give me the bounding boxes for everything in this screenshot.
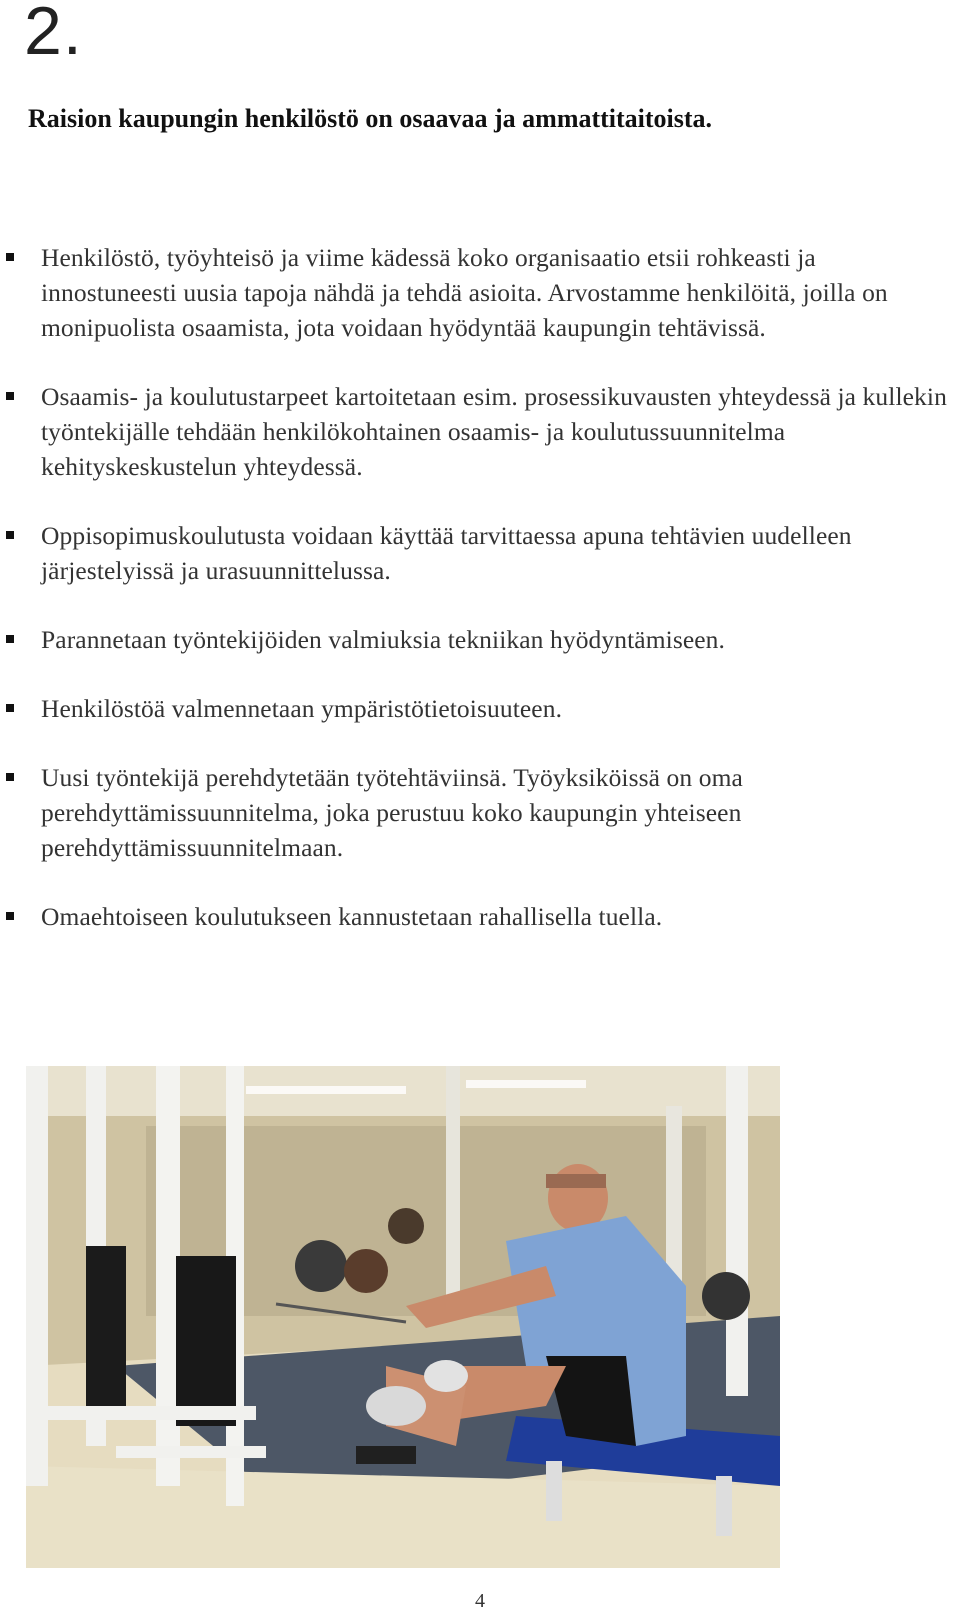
bullet-square-icon: [6, 635, 14, 643]
bullet-square-icon: [6, 704, 14, 712]
bullet-list: [0, 240, 950, 968]
bullet-square-icon: [6, 392, 14, 400]
list-item-text: Osaamis- ja koulutustarpeet kartoitetaan esim. prosessikuvausten yhteydessä ja kullekin työntekijälle tehdään henkilökohtainen osaamis- ja koulutussuunnitelma kehityskeskustelun yhteydessä.: [41, 382, 947, 481]
list-item-text: Omaehtoiseen koulutukseen kannustetaan rahallisella tuella.: [41, 902, 663, 931]
page-number: 4: [475, 1590, 485, 1612]
list-item: [0, 240, 950, 345]
list-item: [0, 691, 950, 726]
bullet-square-icon: [6, 912, 14, 920]
gym-photo: [26, 1066, 780, 1568]
list-item-text: Henkilöstö, työyhteisö ja viime kädessä koko organisaatio etsii rohkeasti ja innostuneesti uusia tapoja nähdä ja tehdä asioita. Arvostamme henkilöitä, joilla on monipuolista osaamista, jota voidaan hyödyntää kaupungin tehtävissä.: [41, 243, 888, 342]
list-item-text: Parannetaan työntekijöiden valmiuksia tekniikan hyödyntämiseen.: [41, 625, 726, 654]
list-item: [0, 899, 950, 934]
list-item: [0, 622, 950, 657]
list-item: [0, 518, 950, 588]
gym-rowing-illustration: [26, 1066, 780, 1568]
list-item: [0, 760, 950, 865]
list-item-text: Henkilöstöä valmennetaan ympäristötietoisuuteen.: [41, 694, 563, 723]
list-item-text: Uusi työntekijä perehdytetään työtehtäviinsä. Työyksiköissä on oma perehdyttämissuunnitelma, joka perustuu koko kaupungin yhteiseen perehdyttämissuunnitelmaan.: [41, 763, 743, 862]
page-heading: Raision kaupungin henkilöstö on osaavaa ja ammattitaitoista.: [28, 104, 713, 133]
bullet-square-icon: [6, 531, 14, 539]
list-item: [0, 379, 950, 484]
bullet-square-icon: [6, 253, 14, 261]
bullet-square-icon: [6, 773, 14, 781]
list-item-text: Oppisopimuskoulutusta voidaan käyttää tarvittaessa apuna tehtävien uudelleen järjestelyissä ja urasuunnittelussa.: [41, 521, 852, 585]
section-number: 2.: [24, 0, 83, 69]
